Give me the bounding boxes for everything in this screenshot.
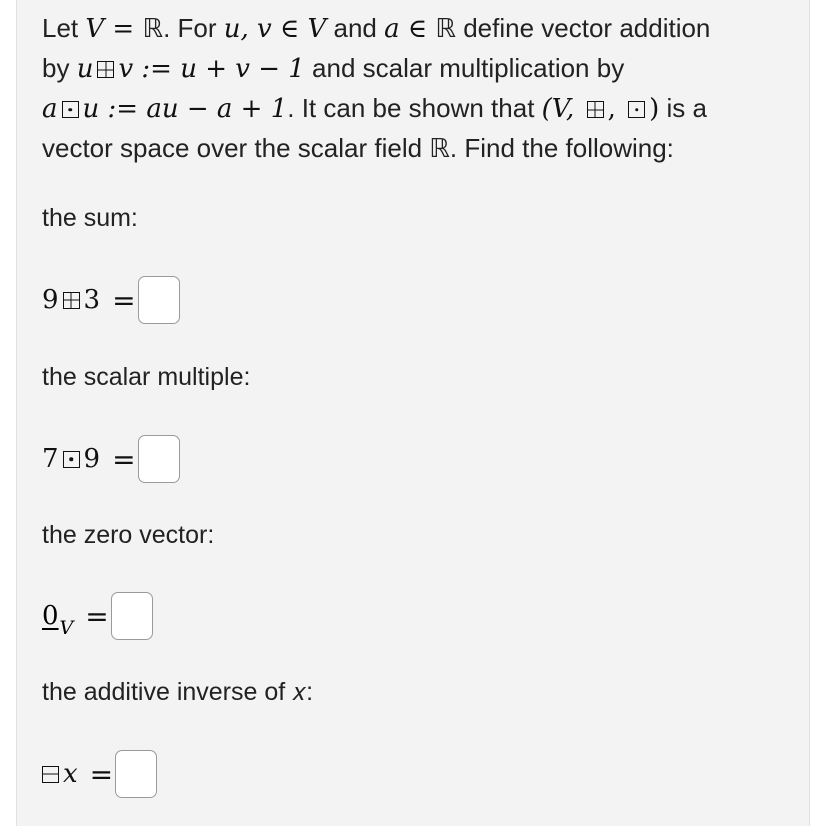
sum-label: the sum: [42, 204, 138, 232]
statement-line-2: by u v := u + v − 1 and scalar multiplication by [42, 53, 625, 84]
boxed-plus-icon [97, 61, 114, 78]
statement-line-4: vector space over the scalar field ℝ. Find the following: [42, 133, 674, 164]
boxed-plus-icon [63, 292, 80, 309]
real-numbers-symbol: ℝ [142, 14, 164, 44]
boxed-plus-icon [587, 101, 604, 118]
scalar-multiple-label: the scalar multiple: [42, 363, 251, 391]
additive-inverse-answer-input[interactable] [115, 750, 157, 798]
zero-vector-label: the zero vector: [42, 521, 215, 549]
boxed-dot-icon [628, 101, 645, 118]
additive-inverse-expression: x = [42, 748, 157, 800]
scalar-multiple-expression: 7 9 = [42, 433, 180, 485]
problem-statement [42, 8, 802, 168]
zero-vector-expression: 0 V = [42, 590, 153, 642]
statement-line-3: a u := au − a + 1. It can be shown that (V, , ) is a [42, 93, 707, 124]
sum-expression: 9 3 = [42, 274, 180, 326]
boxed-minus-icon [42, 766, 59, 783]
statement-line-1: Let V = ℝ. For u, v ∈ V and a ∈ ℝ define vector addition [42, 13, 711, 44]
additive-inverse-label: the additive inverse of 𝑥: [42, 678, 314, 706]
scalar-multiple-answer-input[interactable] [138, 435, 180, 483]
boxed-dot-icon [63, 451, 80, 468]
boxed-dot-icon [62, 101, 79, 118]
zero-vector-answer-input[interactable] [111, 592, 153, 640]
sum-answer-input[interactable] [138, 276, 180, 324]
